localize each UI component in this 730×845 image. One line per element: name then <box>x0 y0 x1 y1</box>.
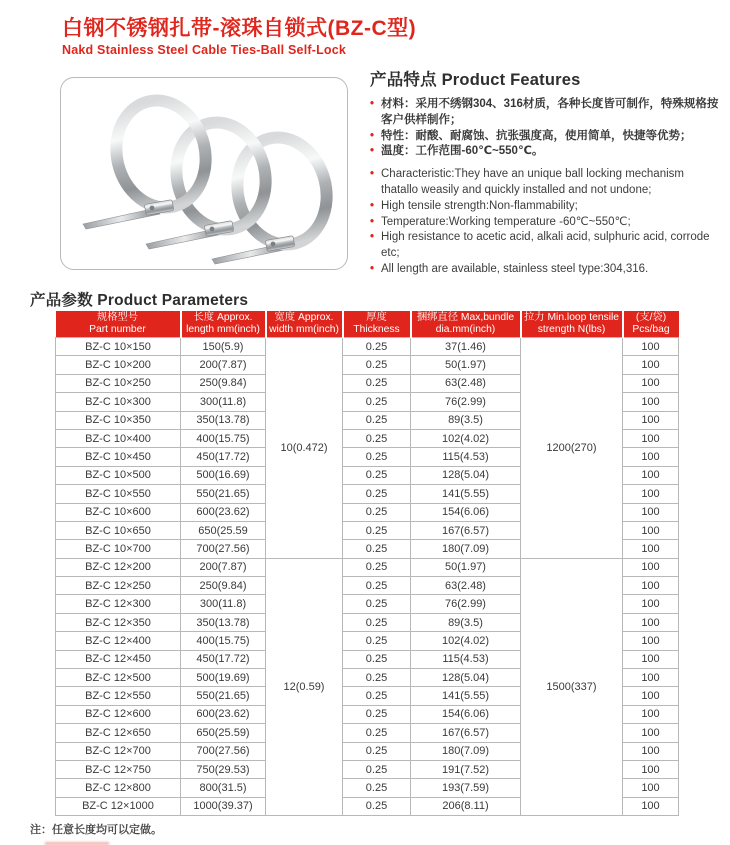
cell-bundle-dia: 50(1.97) <box>411 356 521 374</box>
cable-tie-ring <box>212 128 338 264</box>
cell-part-number: BZ-C 12×650 <box>56 724 181 742</box>
cell-bundle-dia: 180(7.09) <box>411 742 521 760</box>
cell-pcs-per-bag: 100 <box>623 521 679 539</box>
cell-tensile-strength-merged: 1200(270) <box>521 338 623 559</box>
cell-length: 400(15.75) <box>181 632 266 650</box>
cell-bundle-dia: 102(4.02) <box>411 632 521 650</box>
cell-length: 550(21.65) <box>181 687 266 705</box>
cell-length: 300(11.8) <box>181 595 266 613</box>
cell-pcs-per-bag: 100 <box>623 724 679 742</box>
cell-part-number: BZ-C 10×350 <box>56 411 181 429</box>
cell-length: 200(7.87) <box>181 558 266 576</box>
cell-bundle-dia: 89(3.5) <box>411 613 521 631</box>
cell-pcs-per-bag: 100 <box>623 466 679 484</box>
cell-part-number: BZ-C 12×350 <box>56 613 181 631</box>
cell-bundle-dia: 154(6.06) <box>411 705 521 723</box>
cell-part-number: BZ-C 12×300 <box>56 595 181 613</box>
feature-item: • 温度：工作范围-60℃~550℃。 <box>370 144 722 160</box>
cell-length: 650(25.59) <box>181 724 266 742</box>
table-row <box>56 338 679 356</box>
cell-bundle-dia: 76(2.99) <box>411 595 521 613</box>
cell-bundle-dia: 50(1.97) <box>411 558 521 576</box>
features-list-zh <box>370 97 722 160</box>
cell-thickness: 0.25 <box>343 779 411 797</box>
cell-bundle-dia: 102(4.02) <box>411 429 521 447</box>
page-title: 白钢不锈钢扎带-滚珠自锁式(BZ-C型) <box>62 17 417 40</box>
cell-length: 200(7.87) <box>181 356 266 374</box>
cell-pcs-per-bag: 100 <box>623 595 679 613</box>
cell-part-number: BZ-C 12×400 <box>56 632 181 650</box>
cell-thickness: 0.25 <box>343 613 411 631</box>
cell-pcs-per-bag: 100 <box>623 411 679 429</box>
cell-length: 800(31.5) <box>181 779 266 797</box>
cell-bundle-dia: 37(1.46) <box>411 338 521 356</box>
cell-length: 250(9.84) <box>181 577 266 595</box>
cell-part-number: BZ-C 10×500 <box>56 466 181 484</box>
cell-pcs-per-bag: 100 <box>623 613 679 631</box>
cell-length: 450(17.72) <box>181 650 266 668</box>
cell-thickness: 0.25 <box>343 521 411 539</box>
cell-tensile-strength-merged: 1500(337) <box>521 558 623 815</box>
cable-ties-photo-icon <box>61 78 348 270</box>
cell-length: 500(19.69) <box>181 669 266 687</box>
cell-bundle-dia: 167(6.57) <box>411 521 521 539</box>
cable-tie-ring <box>83 91 217 229</box>
cell-thickness: 0.25 <box>343 797 411 815</box>
cell-length: 600(23.62) <box>181 705 266 723</box>
cell-thickness: 0.25 <box>343 558 411 576</box>
cell-thickness: 0.25 <box>343 485 411 503</box>
cell-thickness: 0.25 <box>343 338 411 356</box>
feature-item: • All length are available, stainless steel type:304,316. <box>370 262 722 278</box>
cell-bundle-dia: 154(6.06) <box>411 503 521 521</box>
features-list-en <box>370 167 722 278</box>
cell-length: 300(11.8) <box>181 393 266 411</box>
cell-pcs-per-bag: 100 <box>623 650 679 668</box>
cell-bundle-dia: 128(5.04) <box>411 466 521 484</box>
cell-pcs-per-bag: 100 <box>623 356 679 374</box>
cell-length: 500(16.69) <box>181 466 266 484</box>
cell-part-number: BZ-C 12×500 <box>56 669 181 687</box>
cell-part-number: BZ-C 10×650 <box>56 521 181 539</box>
cell-bundle-dia: 141(5.55) <box>411 485 521 503</box>
cell-bundle-dia: 128(5.04) <box>411 669 521 687</box>
feature-item: • Temperature:Working temperature -60℃~550℃; <box>370 215 722 231</box>
column-header: 规格型号 Part number <box>56 311 181 338</box>
cell-thickness: 0.25 <box>343 577 411 595</box>
table-header-row <box>56 311 679 338</box>
cell-thickness: 0.25 <box>343 411 411 429</box>
cell-part-number: BZ-C 12×800 <box>56 779 181 797</box>
cell-part-number: BZ-C 10×400 <box>56 429 181 447</box>
cell-pcs-per-bag: 100 <box>623 632 679 650</box>
cell-length: 350(13.78) <box>181 411 266 429</box>
cell-thickness: 0.25 <box>343 374 411 392</box>
cell-pcs-per-bag: 100 <box>623 558 679 576</box>
feature-item: • Characteristic:They have an unique ball locking mechanism thatallo weasily and quickly installed and not undone; <box>370 167 722 199</box>
cell-thickness: 0.25 <box>343 429 411 447</box>
product-photo-card <box>60 77 348 270</box>
cell-thickness: 0.25 <box>343 466 411 484</box>
cell-pcs-per-bag: 100 <box>623 742 679 760</box>
cell-length: 550(21.65) <box>181 485 266 503</box>
custom-length-note: 注：任意长度均可以定做。 <box>30 824 162 836</box>
cell-thickness: 0.25 <box>343 669 411 687</box>
cell-bundle-dia: 141(5.55) <box>411 687 521 705</box>
cell-part-number: BZ-C 10×250 <box>56 374 181 392</box>
cell-length: 700(27.56) <box>181 540 266 558</box>
cell-bundle-dia: 63(2.48) <box>411 374 521 392</box>
cell-bundle-dia: 206(8.11) <box>411 797 521 815</box>
title-block <box>62 16 416 57</box>
cell-thickness: 0.25 <box>343 595 411 613</box>
cell-pcs-per-bag: 100 <box>623 797 679 815</box>
cell-part-number: BZ-C 10×600 <box>56 503 181 521</box>
column-header: 厚度 Thickness <box>343 311 411 338</box>
cell-thickness: 0.25 <box>343 448 411 466</box>
table-row <box>56 558 679 576</box>
cell-bundle-dia: 191(7.52) <box>411 760 521 778</box>
cell-thickness: 0.25 <box>343 705 411 723</box>
cell-pcs-per-bag: 100 <box>623 338 679 356</box>
cell-thickness: 0.25 <box>343 540 411 558</box>
cell-pcs-per-bag: 100 <box>623 374 679 392</box>
cell-pcs-per-bag: 100 <box>623 577 679 595</box>
cell-bundle-dia: 167(6.57) <box>411 724 521 742</box>
cell-length: 450(17.72) <box>181 448 266 466</box>
cell-width-merged: 10(0.472) <box>266 338 343 559</box>
cell-thickness: 0.25 <box>343 742 411 760</box>
cell-part-number: BZ-C 10×550 <box>56 485 181 503</box>
cell-pcs-per-bag: 100 <box>623 485 679 503</box>
cell-pcs-per-bag: 100 <box>623 760 679 778</box>
cell-bundle-dia: 193(7.59) <box>411 779 521 797</box>
feature-item: • 特性：耐酸、耐腐蚀、抗张强度高，使用简单，快捷等优势； <box>370 129 722 145</box>
cell-pcs-per-bag: 100 <box>623 540 679 558</box>
cell-thickness: 0.25 <box>343 760 411 778</box>
cell-length: 700(27.56) <box>181 742 266 760</box>
column-header: 宽度 Approx. width mm(inch) <box>266 311 343 338</box>
cell-thickness: 0.25 <box>343 393 411 411</box>
cell-thickness: 0.25 <box>343 650 411 668</box>
cell-pcs-per-bag: 100 <box>623 393 679 411</box>
feature-item: • High tensile strength:Non-flammability; <box>370 199 722 215</box>
cell-part-number: BZ-C 12×600 <box>56 705 181 723</box>
cell-thickness: 0.25 <box>343 724 411 742</box>
cell-part-number: BZ-C 12×750 <box>56 760 181 778</box>
cell-pcs-per-bag: 100 <box>623 705 679 723</box>
feature-item: • 材料：采用不绣钢304、316材质，各种长度皆可制作，特殊规格按客户供样制作； <box>370 97 722 129</box>
cell-bundle-dia: 115(4.53) <box>411 448 521 466</box>
feature-item: • High resistance to acetic acid, alkali acid, sulphuric acid, corrode etc; <box>370 230 722 262</box>
column-header: 捆绑直径 Max,bundle dia.mm(inch) <box>411 311 521 338</box>
cell-length: 250(9.84) <box>181 374 266 392</box>
cell-thickness: 0.25 <box>343 503 411 521</box>
cell-part-number: BZ-C 10×200 <box>56 356 181 374</box>
cell-pcs-per-bag: 100 <box>623 779 679 797</box>
parameters-table <box>55 311 679 816</box>
column-header: 拉力 Min.loop tensile strength N(lbs) <box>521 311 623 338</box>
features-section <box>370 66 722 278</box>
cell-pcs-per-bag: 100 <box>623 687 679 705</box>
cell-pcs-per-bag: 100 <box>623 429 679 447</box>
cell-part-number: BZ-C 12×450 <box>56 650 181 668</box>
cell-part-number: BZ-C 12×250 <box>56 577 181 595</box>
cell-part-number: BZ-C 12×700 <box>56 742 181 760</box>
cell-length: 350(13.78) <box>181 613 266 631</box>
cell-part-number: BZ-C 10×700 <box>56 540 181 558</box>
cell-bundle-dia: 76(2.99) <box>411 393 521 411</box>
cell-length: 750(29.53) <box>181 760 266 778</box>
cell-width-merged: 12(0.59) <box>266 558 343 815</box>
parameters-heading: 产品参数 Product Parameters <box>30 292 249 309</box>
cell-part-number: BZ-C 12×1000 <box>56 797 181 815</box>
cell-length: 150(5.9) <box>181 338 266 356</box>
cell-bundle-dia: 180(7.09) <box>411 540 521 558</box>
column-header: 长度 Approx. length mm(inch) <box>181 311 266 338</box>
cell-thickness: 0.25 <box>343 687 411 705</box>
cell-bundle-dia: 115(4.53) <box>411 650 521 668</box>
cell-length: 650(25.59 <box>181 521 266 539</box>
cell-pcs-per-bag: 100 <box>623 448 679 466</box>
cell-length: 400(15.75) <box>181 429 266 447</box>
cell-part-number: BZ-C 10×450 <box>56 448 181 466</box>
cell-part-number: BZ-C 10×300 <box>56 393 181 411</box>
column-header: (支/袋) Pcs/bag <box>623 311 679 338</box>
page-subtitle: Nakd Stainless Steel Cable Ties-Ball Self-Lock <box>62 43 347 58</box>
cell-part-number: BZ-C 12×200 <box>56 558 181 576</box>
cell-pcs-per-bag: 100 <box>623 669 679 687</box>
cell-part-number: BZ-C 10×150 <box>56 338 181 356</box>
cell-part-number: BZ-C 12×550 <box>56 687 181 705</box>
cell-thickness: 0.25 <box>343 632 411 650</box>
cell-bundle-dia: 63(2.48) <box>411 577 521 595</box>
cell-length: 1000(39.37) <box>181 797 266 815</box>
cell-pcs-per-bag: 100 <box>623 503 679 521</box>
features-heading: 产品特点 Product Features <box>370 71 581 89</box>
cell-bundle-dia: 89(3.5) <box>411 411 521 429</box>
table-body <box>56 338 679 816</box>
cell-length: 600(23.62) <box>181 503 266 521</box>
cell-thickness: 0.25 <box>343 356 411 374</box>
